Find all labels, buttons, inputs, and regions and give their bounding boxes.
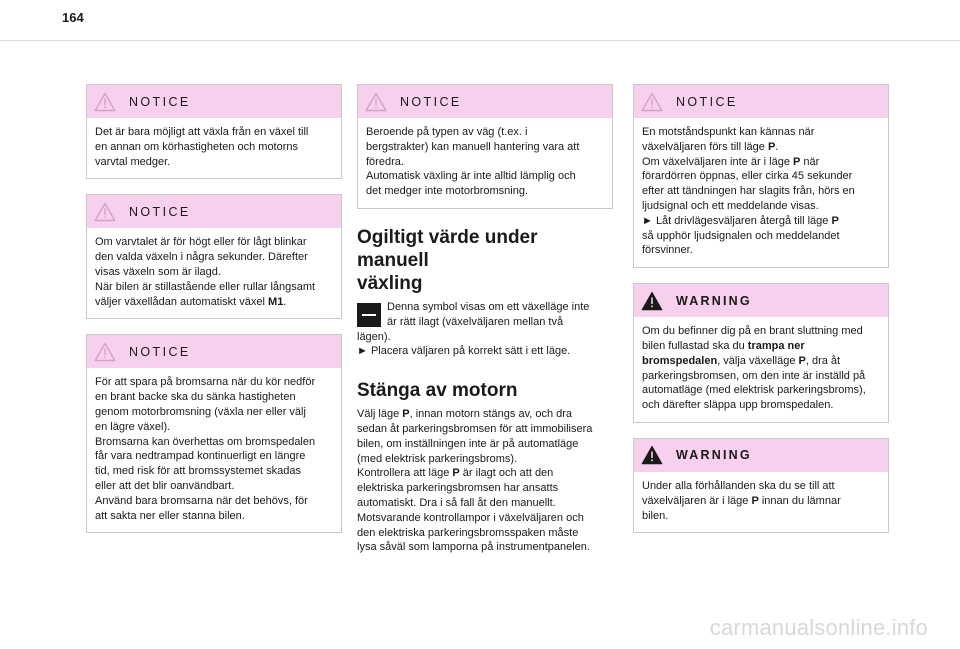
warning-box <box>633 438 889 533</box>
text-line: så upphör ljudsignalen och meddelandet <box>642 229 840 242</box>
text-run: växelväljaren är i läge <box>642 494 752 507</box>
warning-text <box>634 472 888 532</box>
text-line <box>642 140 880 155</box>
heading-line: Ogiltigt värde under manuell <box>357 226 538 271</box>
notice-box <box>86 194 342 319</box>
warning-triangle-icon <box>641 291 663 311</box>
gear-label: P <box>751 494 759 507</box>
notice-box <box>357 84 613 209</box>
header-divider <box>0 40 960 41</box>
page-number: 164 <box>62 10 84 25</box>
notice-triangle-icon <box>94 342 116 362</box>
gear-label: P <box>402 408 410 421</box>
text-line: Under alla förhållanden ska du se till att <box>642 479 835 492</box>
text-line: Motsvarande kontrollampor i växelväljaren och <box>357 511 584 524</box>
text-line: och därefter släppa upp bromspedalen. <box>642 399 834 412</box>
text-line <box>357 407 613 422</box>
text-run: , dra åt <box>805 354 841 367</box>
text-line: parkeringsbromsen, om den inte är inställd på <box>642 369 866 382</box>
notice-title: NOTICE <box>129 344 191 359</box>
text-line: den valda växeln i några sekunder. Därefter <box>95 251 308 264</box>
text-line <box>642 214 880 229</box>
text-line <box>95 295 333 310</box>
text-run: Välj läge <box>357 408 403 421</box>
notice-title: NOTICE <box>400 94 462 109</box>
text-line: får vara nedtrampad kontinuerligt en längre <box>95 450 306 463</box>
text-line: bilen, om inställningen inte är på automatläge <box>357 437 579 450</box>
notice-title: NOTICE <box>676 94 738 109</box>
text-line: det medger inte motorbromsning. <box>366 185 529 198</box>
notice-header <box>87 335 341 368</box>
notice-triangle-icon <box>365 92 387 112</box>
notice-title: NOTICE <box>129 204 191 219</box>
text-line: lägen). <box>357 330 391 343</box>
text-line: sedan åt parkeringsbromsen för att immobilisera <box>357 422 593 435</box>
text-line <box>642 494 880 509</box>
text-run: väljer växellådan automatiskt växel <box>95 295 269 308</box>
gear-label: P <box>452 467 460 480</box>
notice-header <box>87 85 341 118</box>
column-1 <box>86 84 342 548</box>
column-3 <box>633 84 889 548</box>
heading-line: växling <box>357 272 423 294</box>
text-line: en annan om körhastigheten och motorns <box>95 140 299 153</box>
warning-text <box>634 317 888 422</box>
notice-text <box>358 118 612 208</box>
notice-text <box>87 368 341 532</box>
text-line: elektriska parkeringsbromsen har ansatts <box>357 482 559 495</box>
notice-triangle-icon <box>94 202 116 222</box>
text-line <box>642 339 880 354</box>
notice-title: NOTICE <box>129 94 191 109</box>
text-line: När bilen är stillastående eller rullar långsamt <box>95 280 316 293</box>
invalid-gear-icon <box>357 303 381 327</box>
notice-box <box>633 84 889 268</box>
text-run: Kontrollera att läge <box>357 467 453 480</box>
text-run: Om växelväljaren inte är i läge <box>642 155 794 168</box>
text-run: bilen fullastad ska du <box>642 339 748 352</box>
section-heading: Stänga av motorn <box>357 380 518 402</box>
text-line <box>642 155 880 170</box>
text-line: En motståndspunkt kan kännas när <box>642 126 815 138</box>
emphasis: trampa ner <box>747 339 805 352</box>
text-line: bilen. <box>642 509 669 522</box>
text-line: föredra. <box>366 155 404 168</box>
text-run: växelväljaren förs till läge <box>642 140 768 153</box>
notice-triangle-icon <box>641 92 663 112</box>
warning-header <box>634 439 888 472</box>
text-line: att sakta ner eller stanna bilen. <box>95 509 245 522</box>
text-line: Beroende på typen av väg (t.ex. i <box>366 126 528 138</box>
text-line: automatiskt. Dra i så fall åt den manuellt. <box>357 496 556 509</box>
text-run: är ilagt och att den <box>459 467 554 480</box>
text-line: tid, med risk för att bromssystemet skadas <box>95 465 302 478</box>
text-line: bergstrakter) kan manuell hantering vara att <box>366 140 580 153</box>
notice-box <box>86 84 342 179</box>
text-line <box>642 354 880 369</box>
text-run: ► Låt drivlägesväljaren återgå till läge <box>642 214 832 227</box>
text-line: varvtal medger. <box>95 155 171 168</box>
text-line: en lägre växel). <box>95 420 171 433</box>
gear-label: P <box>793 155 801 168</box>
text-line: Om varvtalet är för högt eller för lågt blinkar <box>95 236 307 249</box>
gear-label: P <box>767 140 776 153</box>
text-line: Denna symbol visas om ett växelläge inte <box>387 300 590 313</box>
column-2 <box>357 84 613 555</box>
warning-header <box>634 284 888 317</box>
notice-text <box>634 118 888 267</box>
text-run: , innan motorn stängs av, och dra <box>409 408 573 421</box>
text-line: är rätt ilagt (växelväljaren mellan två <box>387 315 564 328</box>
text-line: efter att tändningen har slagits från, hörs en <box>642 185 855 198</box>
warning-box <box>633 283 889 423</box>
warning-title: WARNING <box>676 293 752 308</box>
gear-label: P <box>831 214 839 227</box>
text-line: ljudsignal och ett meddelande visas. <box>642 199 819 212</box>
text-line: ► Placera väljaren på korrekt sätt i ett läge. <box>357 345 571 358</box>
text-line: lysa såväl som lamporna på instrumentpanelen. <box>357 541 590 554</box>
text-line: visas växeln som är ilagd. <box>95 265 221 278</box>
warning-title: WARNING <box>676 448 752 463</box>
notice-text <box>87 228 341 318</box>
text-line: den elektriska parkeringsbromsspaken måste <box>357 526 579 539</box>
text-line: automatläge (med elektrisk parkeringsbroms), <box>642 384 866 397</box>
notice-header <box>358 85 612 118</box>
section-heading <box>357 226 613 295</box>
text-line: eller att det blir oanvändbart. <box>95 479 235 492</box>
notice-header <box>634 85 888 118</box>
text-run: , välja växelläge <box>717 354 799 367</box>
text-line: Automatisk växling är inte alltid lämplig och <box>366 170 576 183</box>
text-line <box>357 466 613 481</box>
text-line: Bromsarna kan överhettas om bromspedalen <box>95 435 316 448</box>
text-line: förardörren öppnas, eller cirka 45 sekunder <box>642 170 853 183</box>
text-line: Använd bara bromsarna när det behövs, för <box>95 494 308 507</box>
text-line: genom motorbromsning (växla ner eller välj <box>95 405 306 418</box>
text-run: innan du lämnar <box>758 494 841 507</box>
gear-label: P <box>798 354 806 367</box>
text-line: För att spara på bromsarna när du kör nedför <box>95 376 316 389</box>
warning-triangle-icon <box>641 445 663 465</box>
notice-header <box>87 195 341 228</box>
text-line: Det är bara möjligt att växla från en växel till <box>95 126 309 138</box>
emphasis: bromspedalen <box>642 354 718 367</box>
notice-triangle-icon <box>94 92 116 112</box>
text-line: en brant backe ska du sänka hastigheten <box>95 391 296 404</box>
notice-box <box>86 334 342 533</box>
text-run: när <box>800 155 820 168</box>
watermark: carmanualsonline.info <box>709 615 928 640</box>
gear-label: M1 <box>268 295 284 308</box>
section-text <box>357 407 613 555</box>
text-line: Om du befinner dig på en brant sluttning med <box>642 325 863 338</box>
text-run: . <box>775 140 779 153</box>
text-line: (med elektrisk parkeringsbroms). <box>357 452 518 465</box>
text-line: försvinner. <box>642 244 693 257</box>
notice-text <box>87 118 341 178</box>
section-text <box>357 300 613 359</box>
text-run: . <box>283 295 287 308</box>
